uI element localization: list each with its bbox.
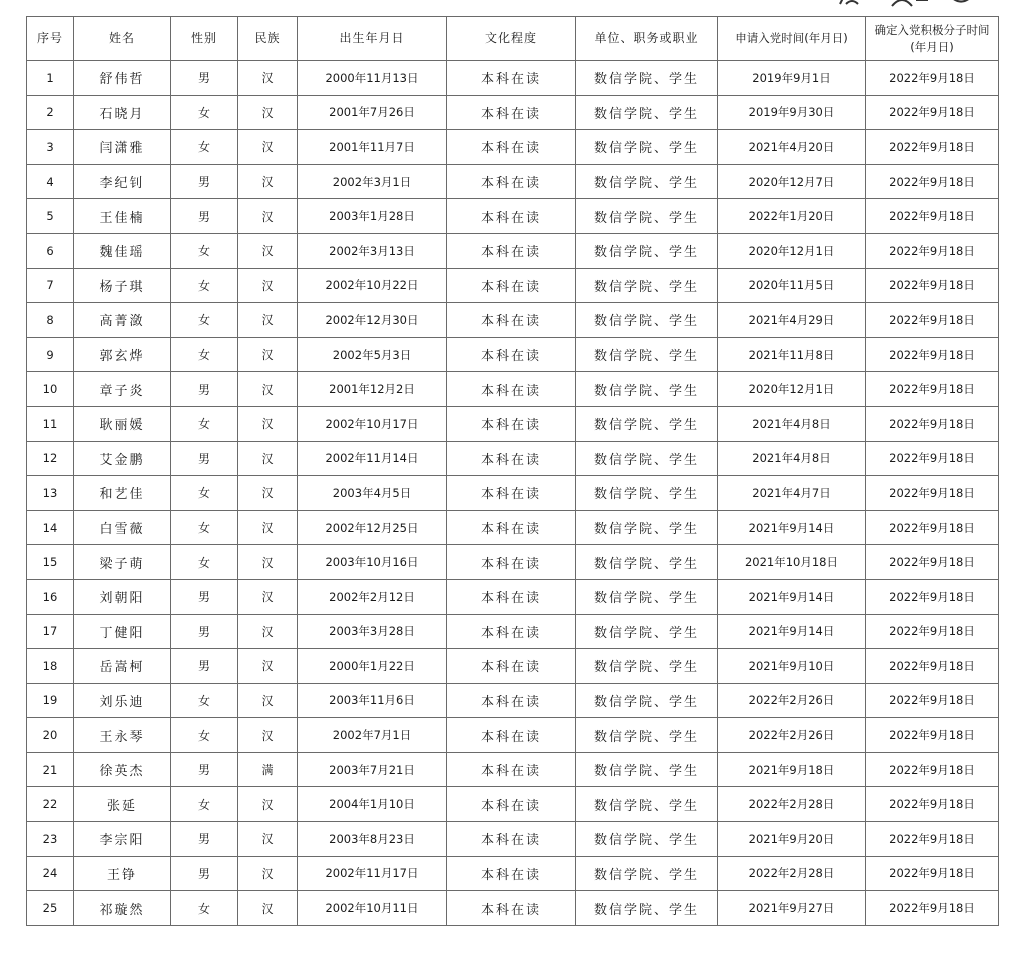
cell-education: 本科在读 <box>447 337 576 372</box>
cell-name: 祁璇然 <box>74 891 171 926</box>
cell-seq: 2 <box>27 95 74 130</box>
cell-education: 本科在读 <box>447 406 576 441</box>
cell-confirm-date: 2022年9月18日 <box>866 856 999 891</box>
header-name: 姓名 <box>74 17 171 61</box>
table-row <box>27 372 999 407</box>
cell-confirm-date: 2022年9月18日 <box>866 614 999 649</box>
header-confirm-line1: 确定入党积极分子时间 <box>874 22 990 37</box>
cell-education: 本科在读 <box>447 683 576 718</box>
cell-birth-date: 2003年10月16日 <box>298 545 447 580</box>
cell-unit-position: 数信学院、学生 <box>576 510 718 545</box>
cell-gender: 男 <box>171 649 238 684</box>
cell-gender: 男 <box>171 372 238 407</box>
cell-name: 高菁潋 <box>74 303 171 338</box>
cell-gender: 男 <box>171 752 238 787</box>
cell-birth-date: 2001年12月2日 <box>298 372 447 407</box>
cell-apply-date: 2021年4月20日 <box>718 130 866 165</box>
cell-gender: 男 <box>171 199 238 234</box>
header-seq: 序号 <box>27 17 74 61</box>
cell-education: 本科在读 <box>447 614 576 649</box>
cell-birth-date: 2002年3月13日 <box>298 233 447 268</box>
cell-ethnicity: 汉 <box>238 579 298 614</box>
cell-ethnicity: 汉 <box>238 545 298 580</box>
cell-gender: 男 <box>171 164 238 199</box>
cell-unit-position: 数信学院、学生 <box>576 649 718 684</box>
cell-birth-date: 2003年3月28日 <box>298 614 447 649</box>
cell-name: 舒伟哲 <box>74 61 171 96</box>
cell-birth-date: 2001年11月7日 <box>298 130 447 165</box>
cell-confirm-date: 2022年9月18日 <box>866 822 999 857</box>
cell-confirm-date: 2022年9月18日 <box>866 649 999 684</box>
cell-gender: 男 <box>171 61 238 96</box>
cell-name: 耿丽媛 <box>74 406 171 441</box>
table-row <box>27 752 999 787</box>
cell-apply-date: 2021年11月8日 <box>718 337 866 372</box>
cell-name: 石晓月 <box>74 95 171 130</box>
cell-seq: 25 <box>27 891 74 926</box>
cell-ethnicity: 汉 <box>238 233 298 268</box>
cell-ethnicity: 汉 <box>238 441 298 476</box>
cell-seq: 18 <box>27 649 74 684</box>
cell-unit-position: 数信学院、学生 <box>576 683 718 718</box>
cell-ethnicity: 汉 <box>238 130 298 165</box>
cell-name: 李纪钊 <box>74 164 171 199</box>
cell-education: 本科在读 <box>447 718 576 753</box>
cell-confirm-date: 2022年9月18日 <box>866 130 999 165</box>
cell-name: 王永琴 <box>74 718 171 753</box>
cell-unit-position: 数信学院、学生 <box>576 199 718 234</box>
cell-gender: 男 <box>171 614 238 649</box>
cell-confirm-date: 2022年9月18日 <box>866 95 999 130</box>
cell-apply-date: 2021年9月10日 <box>718 649 866 684</box>
cell-seq: 21 <box>27 752 74 787</box>
cell-apply-date: 2022年2月26日 <box>718 718 866 753</box>
cell-seq: 1 <box>27 61 74 96</box>
cell-gender: 男 <box>171 822 238 857</box>
cell-education: 本科在读 <box>447 199 576 234</box>
cell-education: 本科在读 <box>447 476 576 511</box>
cell-ethnicity: 汉 <box>238 683 298 718</box>
cell-seq: 6 <box>27 233 74 268</box>
cell-birth-date: 2002年12月25日 <box>298 510 447 545</box>
cell-seq: 5 <box>27 199 74 234</box>
cell-ethnicity: 汉 <box>238 649 298 684</box>
cell-name: 丁健阳 <box>74 614 171 649</box>
header-ethnicity: 民族 <box>238 17 298 61</box>
cell-apply-date: 2021年9月14日 <box>718 614 866 649</box>
header-unit-position: 单位、职务或职业 <box>576 17 718 61</box>
cell-unit-position: 数信学院、学生 <box>576 476 718 511</box>
cell-unit-position: 数信学院、学生 <box>576 718 718 753</box>
cell-name: 刘朝阳 <box>74 579 171 614</box>
cell-gender: 男 <box>171 856 238 891</box>
cell-unit-position: 数信学院、学生 <box>576 752 718 787</box>
cell-unit-position: 数信学院、学生 <box>576 268 718 303</box>
cell-gender: 女 <box>171 891 238 926</box>
cell-birth-date: 2000年1月22日 <box>298 649 447 684</box>
table-row <box>27 787 999 822</box>
cell-apply-date: 2020年12月1日 <box>718 372 866 407</box>
cell-gender: 女 <box>171 130 238 165</box>
cell-gender: 女 <box>171 233 238 268</box>
cell-confirm-date: 2022年9月18日 <box>866 372 999 407</box>
table-row <box>27 579 999 614</box>
cell-apply-date: 2022年2月26日 <box>718 683 866 718</box>
cell-apply-date: 2022年2月28日 <box>718 787 866 822</box>
cell-ethnicity: 汉 <box>238 337 298 372</box>
cell-ethnicity: 汉 <box>238 199 298 234</box>
cell-ethnicity: 汉 <box>238 718 298 753</box>
cell-birth-date: 2001年7月26日 <box>298 95 447 130</box>
table-row <box>27 95 999 130</box>
cell-education: 本科在读 <box>447 233 576 268</box>
cell-unit-position: 数信学院、学生 <box>576 164 718 199</box>
cell-name: 魏佳瑶 <box>74 233 171 268</box>
cell-unit-position: 数信学院、学生 <box>576 614 718 649</box>
cell-apply-date: 2021年4月8日 <box>718 441 866 476</box>
cell-unit-position: 数信学院、学生 <box>576 303 718 338</box>
cell-seq: 3 <box>27 130 74 165</box>
cell-ethnicity: 汉 <box>238 856 298 891</box>
cell-apply-date: 2020年12月1日 <box>718 233 866 268</box>
cell-apply-date: 2021年10月18日 <box>718 545 866 580</box>
table-row <box>27 718 999 753</box>
cell-birth-date: 2003年1月28日 <box>298 199 447 234</box>
cell-name: 艾金鹏 <box>74 441 171 476</box>
cell-birth-date: 2002年3月1日 <box>298 164 447 199</box>
cell-confirm-date: 2022年9月18日 <box>866 303 999 338</box>
cell-ethnicity: 汉 <box>238 476 298 511</box>
cell-birth-date: 2003年4月5日 <box>298 476 447 511</box>
cell-ethnicity: 汉 <box>238 164 298 199</box>
cell-name: 杨子琪 <box>74 268 171 303</box>
cell-education: 本科在读 <box>447 61 576 96</box>
cell-unit-position: 数信学院、学生 <box>576 130 718 165</box>
table-row <box>27 649 999 684</box>
cell-gender: 男 <box>171 441 238 476</box>
roster-body <box>27 61 999 926</box>
cell-apply-date: 2021年4月29日 <box>718 303 866 338</box>
cell-confirm-date: 2022年9月18日 <box>866 61 999 96</box>
cell-ethnicity: 汉 <box>238 822 298 857</box>
cell-apply-date: 2020年11月5日 <box>718 268 866 303</box>
table-row <box>27 891 999 926</box>
cell-name: 闫潇雅 <box>74 130 171 165</box>
cell-education: 本科在读 <box>447 441 576 476</box>
cell-apply-date: 2021年4月8日 <box>718 406 866 441</box>
cell-name: 张延 <box>74 787 171 822</box>
cell-unit-position: 数信学院、学生 <box>576 61 718 96</box>
cell-seq: 14 <box>27 510 74 545</box>
cell-ethnicity: 汉 <box>238 406 298 441</box>
cell-education: 本科在读 <box>447 649 576 684</box>
cell-seq: 8 <box>27 303 74 338</box>
cell-education: 本科在读 <box>447 787 576 822</box>
cell-seq: 22 <box>27 787 74 822</box>
cell-education: 本科在读 <box>447 752 576 787</box>
cell-seq: 11 <box>27 406 74 441</box>
cell-birth-date: 2002年10月17日 <box>298 406 447 441</box>
header-education: 文化程度 <box>447 17 576 61</box>
cell-gender: 女 <box>171 303 238 338</box>
header-apply-date: 申请入党时间(年月日) <box>718 17 866 61</box>
cell-seq: 16 <box>27 579 74 614</box>
cell-seq: 10 <box>27 372 74 407</box>
cell-apply-date: 2022年2月28日 <box>718 856 866 891</box>
cell-confirm-date: 2022年9月18日 <box>866 752 999 787</box>
cell-unit-position: 数信学院、学生 <box>576 891 718 926</box>
cell-name: 章子炎 <box>74 372 171 407</box>
cell-education: 本科在读 <box>447 891 576 926</box>
cell-name: 白雪薇 <box>74 510 171 545</box>
cell-birth-date: 2002年7月1日 <box>298 718 447 753</box>
header-gender: 性别 <box>171 17 238 61</box>
cell-seq: 20 <box>27 718 74 753</box>
cell-apply-date: 2021年9月27日 <box>718 891 866 926</box>
cell-apply-date: 2022年1月20日 <box>718 199 866 234</box>
cell-seq: 24 <box>27 856 74 891</box>
cell-seq: 23 <box>27 822 74 857</box>
cell-ethnicity: 汉 <box>238 303 298 338</box>
cell-unit-position: 数信学院、学生 <box>576 233 718 268</box>
cell-gender: 女 <box>171 510 238 545</box>
cell-education: 本科在读 <box>447 164 576 199</box>
cell-name: 刘乐迪 <box>74 683 171 718</box>
cell-seq: 9 <box>27 337 74 372</box>
header-birth-date: 出生年月日 <box>298 17 447 61</box>
cell-seq: 15 <box>27 545 74 580</box>
cell-apply-date: 2019年9月30日 <box>718 95 866 130</box>
cell-birth-date: 2003年11月6日 <box>298 683 447 718</box>
table-row <box>27 268 999 303</box>
cell-name: 梁子萌 <box>74 545 171 580</box>
cell-unit-position: 数信学院、学生 <box>576 787 718 822</box>
cell-unit-position: 数信学院、学生 <box>576 545 718 580</box>
header-confirm-line2: (年月日) <box>910 39 954 54</box>
cell-confirm-date: 2022年9月18日 <box>866 199 999 234</box>
cell-birth-date: 2002年12月30日 <box>298 303 447 338</box>
cell-ethnicity: 汉 <box>238 891 298 926</box>
cell-name: 王铮 <box>74 856 171 891</box>
cell-unit-position: 数信学院、学生 <box>576 372 718 407</box>
cell-confirm-date: 2022年9月18日 <box>866 233 999 268</box>
cell-education: 本科在读 <box>447 268 576 303</box>
table-row <box>27 130 999 165</box>
cell-education: 本科在读 <box>447 579 576 614</box>
cell-education: 本科在读 <box>447 372 576 407</box>
cell-education: 本科在读 <box>447 95 576 130</box>
corner-handwriting-mark <box>832 0 982 8</box>
table-row <box>27 476 999 511</box>
table-row <box>27 199 999 234</box>
cell-birth-date: 2003年8月23日 <box>298 822 447 857</box>
cell-education: 本科在读 <box>447 510 576 545</box>
cell-confirm-date: 2022年9月18日 <box>866 476 999 511</box>
table-row <box>27 233 999 268</box>
cell-apply-date: 2021年9月14日 <box>718 510 866 545</box>
table-row <box>27 683 999 718</box>
cell-apply-date: 2019年9月1日 <box>718 61 866 96</box>
cell-gender: 女 <box>171 95 238 130</box>
cell-ethnicity: 汉 <box>238 614 298 649</box>
table-row <box>27 164 999 199</box>
cell-gender: 女 <box>171 545 238 580</box>
cell-apply-date: 2021年9月14日 <box>718 579 866 614</box>
cell-unit-position: 数信学院、学生 <box>576 579 718 614</box>
table-row <box>27 545 999 580</box>
cell-education: 本科在读 <box>447 545 576 580</box>
cell-confirm-date: 2022年9月18日 <box>866 579 999 614</box>
cell-birth-date: 2002年2月12日 <box>298 579 447 614</box>
cell-ethnicity: 汉 <box>238 268 298 303</box>
cell-unit-position: 数信学院、学生 <box>576 822 718 857</box>
cell-birth-date: 2002年10月11日 <box>298 891 447 926</box>
cell-confirm-date: 2022年9月18日 <box>866 268 999 303</box>
cell-gender: 女 <box>171 337 238 372</box>
cell-confirm-date: 2022年9月18日 <box>866 683 999 718</box>
cell-unit-position: 数信学院、学生 <box>576 441 718 476</box>
cell-birth-date: 2002年11月14日 <box>298 441 447 476</box>
cell-birth-date: 2002年10月22日 <box>298 268 447 303</box>
cell-gender: 男 <box>171 579 238 614</box>
cell-seq: 13 <box>27 476 74 511</box>
cell-confirm-date: 2022年9月18日 <box>866 164 999 199</box>
cell-birth-date: 2002年11月17日 <box>298 856 447 891</box>
cell-confirm-date: 2022年9月18日 <box>866 545 999 580</box>
cell-education: 本科在读 <box>447 130 576 165</box>
cell-seq: 17 <box>27 614 74 649</box>
cell-ethnicity: 汉 <box>238 95 298 130</box>
cell-education: 本科在读 <box>447 856 576 891</box>
activist-roster-table <box>26 16 999 926</box>
table-row <box>27 614 999 649</box>
table-row <box>27 441 999 476</box>
cell-gender: 女 <box>171 406 238 441</box>
cell-gender: 女 <box>171 268 238 303</box>
cell-apply-date: 2021年9月20日 <box>718 822 866 857</box>
cell-unit-position: 数信学院、学生 <box>576 406 718 441</box>
cell-seq: 12 <box>27 441 74 476</box>
table-row <box>27 61 999 96</box>
cell-confirm-date: 2022年9月18日 <box>866 891 999 926</box>
header-confirm-date <box>866 17 999 61</box>
cell-confirm-date: 2022年9月18日 <box>866 337 999 372</box>
cell-name: 岳嵩柯 <box>74 649 171 684</box>
cell-birth-date: 2003年7月21日 <box>298 752 447 787</box>
cell-apply-date: 2020年12月7日 <box>718 164 866 199</box>
cell-name: 郭玄烨 <box>74 337 171 372</box>
cell-apply-date: 2021年4月7日 <box>718 476 866 511</box>
cell-seq: 7 <box>27 268 74 303</box>
table-row <box>27 406 999 441</box>
cell-unit-position: 数信学院、学生 <box>576 856 718 891</box>
cell-confirm-date: 2022年9月18日 <box>866 787 999 822</box>
cell-name: 李宗阳 <box>74 822 171 857</box>
cell-name: 王佳楠 <box>74 199 171 234</box>
cell-confirm-date: 2022年9月18日 <box>866 441 999 476</box>
table-row <box>27 337 999 372</box>
cell-ethnicity: 汉 <box>238 787 298 822</box>
cell-unit-position: 数信学院、学生 <box>576 95 718 130</box>
cell-confirm-date: 2022年9月18日 <box>866 406 999 441</box>
cell-birth-date: 2004年1月10日 <box>298 787 447 822</box>
cell-confirm-date: 2022年9月18日 <box>866 718 999 753</box>
cell-unit-position: 数信学院、学生 <box>576 337 718 372</box>
cell-gender: 女 <box>171 787 238 822</box>
cell-birth-date: 2002年5月3日 <box>298 337 447 372</box>
table-row <box>27 510 999 545</box>
table-row <box>27 822 999 857</box>
cell-education: 本科在读 <box>447 822 576 857</box>
cell-gender: 女 <box>171 476 238 511</box>
table-row <box>27 856 999 891</box>
cell-name: 和艺佳 <box>74 476 171 511</box>
cell-birth-date: 2000年11月13日 <box>298 61 447 96</box>
cell-ethnicity: 满 <box>238 752 298 787</box>
header-row <box>27 17 999 61</box>
cell-seq: 19 <box>27 683 74 718</box>
cell-gender: 女 <box>171 718 238 753</box>
cell-ethnicity: 汉 <box>238 61 298 96</box>
cell-gender: 女 <box>171 683 238 718</box>
cell-apply-date: 2021年9月18日 <box>718 752 866 787</box>
cell-education: 本科在读 <box>447 303 576 338</box>
cell-ethnicity: 汉 <box>238 510 298 545</box>
cell-name: 徐英杰 <box>74 752 171 787</box>
table-row <box>27 303 999 338</box>
cell-confirm-date: 2022年9月18日 <box>866 510 999 545</box>
cell-ethnicity: 汉 <box>238 372 298 407</box>
cell-seq: 4 <box>27 164 74 199</box>
